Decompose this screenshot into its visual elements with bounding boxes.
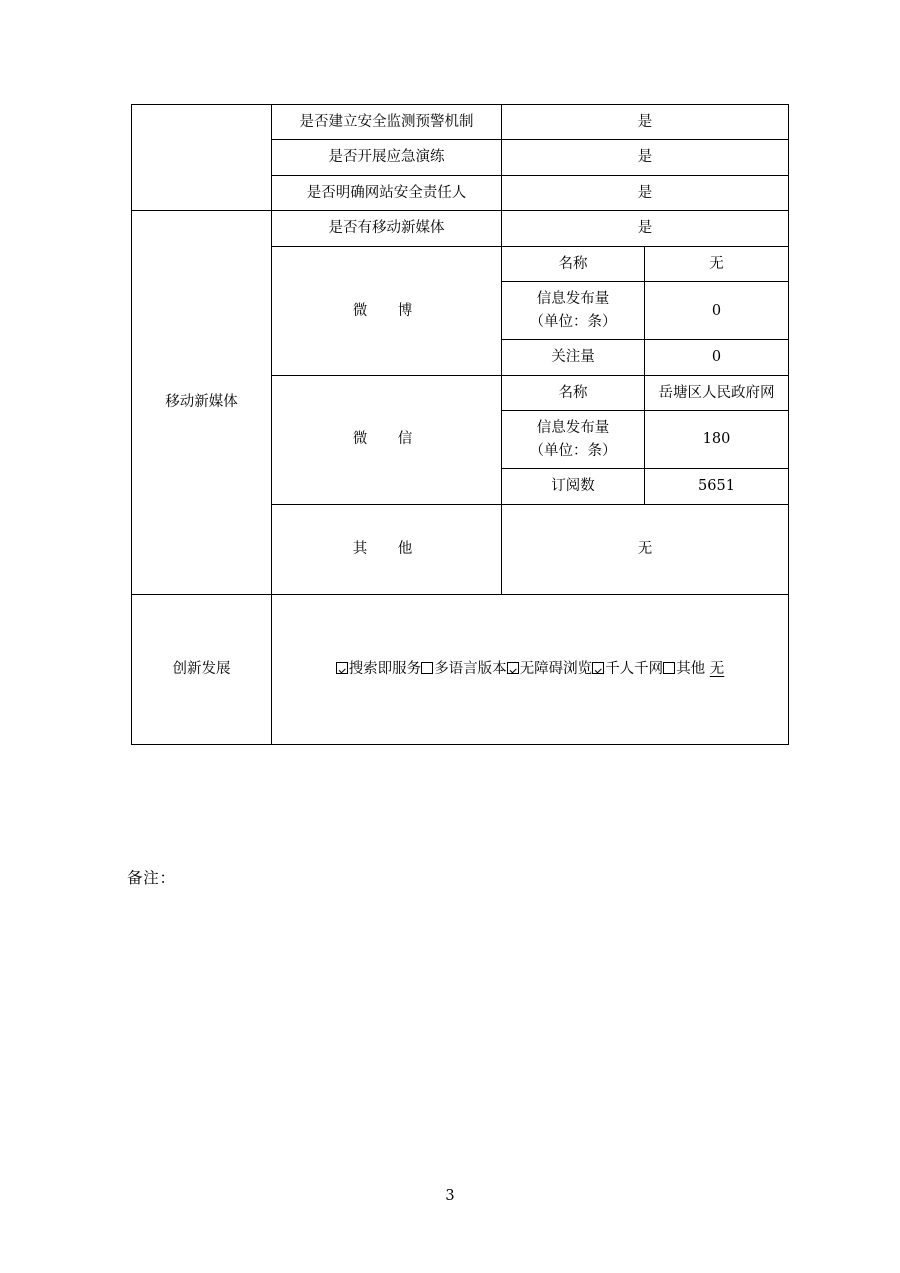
checkbox-unchecked-icon[interactable] bbox=[663, 662, 675, 674]
security-answer-2: 是 bbox=[502, 140, 789, 175]
weixin-publish-count-label bbox=[502, 411, 645, 469]
weixin-name-label: 名称 bbox=[502, 375, 645, 410]
annual-report-table bbox=[131, 104, 789, 745]
weibo-name-value: 无 bbox=[645, 246, 789, 281]
checkbox-checked-icon[interactable] bbox=[336, 662, 348, 674]
security-question-2: 是否开展应急演练 bbox=[272, 140, 502, 175]
weibo-publish-count-value: 0 bbox=[645, 282, 789, 340]
security-section-label bbox=[132, 105, 272, 211]
checkbox-checked-icon[interactable] bbox=[592, 662, 604, 674]
innovation-option-1[interactable]: 搜索即服务 bbox=[336, 661, 422, 677]
checkbox-unchecked-icon[interactable] bbox=[421, 662, 433, 674]
innovation-section-label: 创新发展 bbox=[132, 594, 272, 744]
table-row bbox=[132, 105, 789, 140]
has-mobile-media-answer: 是 bbox=[502, 211, 789, 246]
other-media-value: 无 bbox=[502, 504, 789, 594]
security-question-1: 是否建立安全监测预警机制 bbox=[272, 105, 502, 140]
other-media-label: 其 他 bbox=[272, 504, 502, 594]
remark-label: 备注： bbox=[127, 869, 176, 887]
weibo-publish-count-label-line1: 信息发布量 bbox=[536, 291, 610, 308]
weixin-publish-count-label-line1: 信息发布量 bbox=[536, 420, 610, 437]
weibo-label: 微 博 bbox=[272, 246, 502, 375]
innovation-option-4[interactable]: 千人千网 bbox=[592, 661, 663, 677]
weibo-publish-count-label-line2: （单位：条） bbox=[529, 313, 617, 330]
has-mobile-media-question: 是否有移动新媒体 bbox=[272, 211, 502, 246]
security-answer-1: 是 bbox=[502, 105, 789, 140]
weibo-followers-label: 关注量 bbox=[502, 340, 645, 375]
weixin-publish-count-label-line2: （单位：条） bbox=[529, 442, 617, 459]
innovation-options-cell bbox=[272, 594, 789, 744]
weixin-label: 微 信 bbox=[272, 375, 502, 504]
mobile-media-section-label: 移动新媒体 bbox=[132, 211, 272, 594]
weixin-name-value: 岳塘区人民政府网 bbox=[645, 375, 789, 410]
checkbox-checked-icon[interactable] bbox=[507, 662, 519, 674]
weixin-subscribers-label: 订阅数 bbox=[502, 469, 645, 504]
innovation-option-3[interactable]: 无障碍浏览 bbox=[507, 661, 593, 677]
security-answer-3: 是 bbox=[502, 175, 789, 210]
innovation-option-5[interactable]: 其他 bbox=[663, 661, 705, 677]
weixin-publish-count-value: 180 bbox=[645, 411, 789, 469]
weixin-subscribers-value: 5651 bbox=[645, 469, 789, 504]
page-number: 3 bbox=[445, 1188, 455, 1204]
innovation-other-value: 无 bbox=[709, 660, 725, 677]
table-row bbox=[132, 211, 789, 246]
weibo-publish-count-label bbox=[502, 282, 645, 340]
innovation-option-2[interactable]: 多语言版本 bbox=[421, 661, 507, 677]
security-question-3: 是否明确网站安全责任人 bbox=[272, 175, 502, 210]
weibo-followers-value: 0 bbox=[645, 340, 789, 375]
weibo-name-label: 名称 bbox=[502, 246, 645, 281]
table-row bbox=[132, 594, 789, 744]
